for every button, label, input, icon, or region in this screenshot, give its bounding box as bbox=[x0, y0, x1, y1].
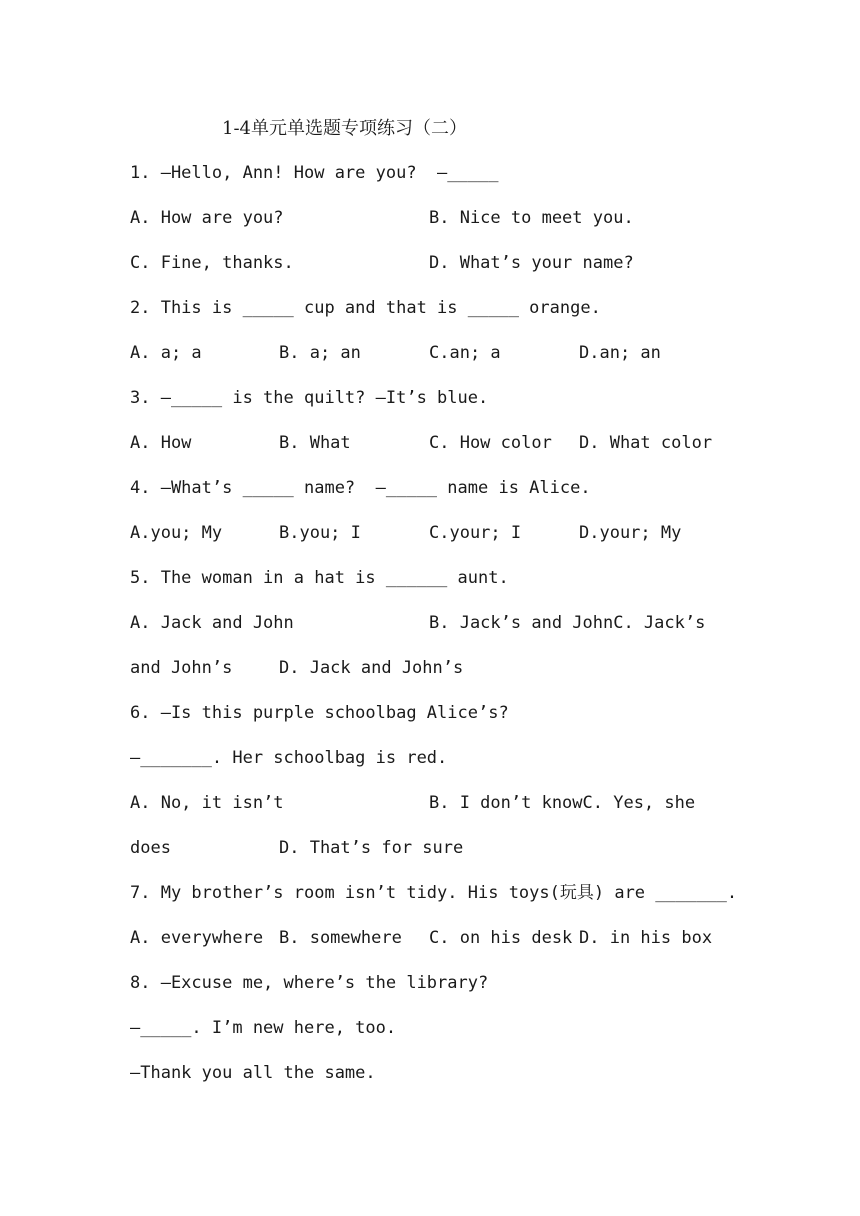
question-4-option-c: C.your; I bbox=[429, 523, 522, 543]
question-8-stem-reply: —_____. I’m new here, too. bbox=[130, 1018, 397, 1038]
question-1-option-d: D. What’s your name? bbox=[429, 253, 634, 273]
question-1-stem: 1. —Hello, Ann! How are you? —_____ bbox=[130, 163, 499, 183]
question-5-option-a: A. Jack and John bbox=[130, 613, 294, 633]
question-2-option-c: C.an; a bbox=[429, 343, 501, 363]
question-7-option-a: A. everywhere bbox=[130, 928, 264, 948]
question-3-option-d: D. What color bbox=[579, 433, 713, 453]
question-4-stem: 4. —What’s _____ name? —_____ name is Alice. bbox=[130, 478, 591, 498]
question-2-option-d: D.an; an bbox=[579, 343, 661, 363]
question-3-option-b: B. What bbox=[279, 433, 351, 453]
question-7-stem: 7. My brother’s room isn’t tidy. His toys(玩具) are _______. bbox=[130, 883, 738, 903]
question-8-stem: 8. —Excuse me, where’s the library? bbox=[130, 973, 489, 993]
question-7-option-c: C. on his desk bbox=[429, 928, 573, 948]
question-7-option-d: D. in his box bbox=[579, 928, 713, 948]
question-5-option-b-c: B. Jack’s and JohnC. Jack’s bbox=[429, 613, 706, 633]
question-6-option-d: D. That’s for sure bbox=[279, 838, 464, 858]
question-1-option-a: A. How are you? bbox=[130, 208, 284, 228]
question-8-stem-thanks: —Thank you all the same. bbox=[130, 1063, 376, 1083]
question-4-option-b: B.you; I bbox=[279, 523, 361, 543]
question-2-option-b: B. a; an bbox=[279, 343, 361, 363]
question-7-option-b: B. somewhere bbox=[279, 928, 402, 948]
question-3-option-c: C. How color bbox=[429, 433, 552, 453]
question-4-option-d: D.your; My bbox=[579, 523, 682, 543]
question-5-option-c-continued: and John’s bbox=[130, 658, 233, 678]
question-2-option-a: A. a; a bbox=[130, 343, 202, 363]
question-6-stem: 6. —Is this purple schoolbag Alice’s? bbox=[130, 703, 509, 723]
question-1-option-b: B. Nice to meet you. bbox=[429, 208, 634, 228]
question-6-option-c-continued: does bbox=[130, 838, 171, 858]
question-5-stem: 5. The woman in a hat is ______ aunt. bbox=[130, 568, 509, 588]
question-6-option-b-c: B. I don’t knowC. Yes, she bbox=[429, 793, 696, 813]
question-4-option-a: A.you; My bbox=[130, 523, 223, 543]
question-6-option-a: A. No, it isn’t bbox=[130, 793, 284, 813]
page-title: 1-4单元单选题专项练习（二） bbox=[222, 118, 467, 139]
question-5-option-d: D. Jack and John’s bbox=[279, 658, 464, 678]
question-3-stem: 3. —_____ is the quilt? —It’s blue. bbox=[130, 388, 489, 408]
question-2-stem: 2. This is _____ cup and that is _____ orange. bbox=[130, 298, 601, 318]
question-3-option-a: A. How bbox=[130, 433, 192, 453]
question-6-stem-reply: —_______. Her schoolbag is red. bbox=[130, 748, 448, 768]
question-1-option-c: C. Fine, thanks. bbox=[130, 253, 294, 273]
